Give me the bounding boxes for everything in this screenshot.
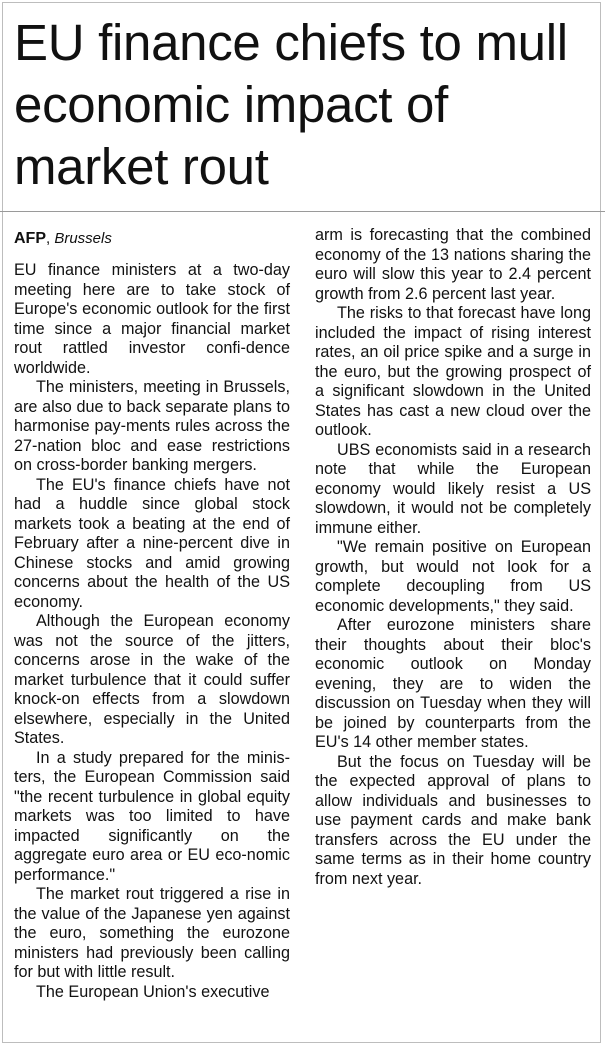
paragraph: EU finance ministers at a two-day meeting here are to take stock of Europe's economic outlook for the first time since a major financial market rout rattled investor confi-dence worldwide. — [14, 261, 290, 377]
headline: EU finance chiefs to mull economic impact of market rout — [14, 14, 568, 195]
paragraph: In a study prepared for the minis-ters, the European Commission said "the recent turbulence in global equity markets was too limited to have impacted significantly on the aggregate euro area or EU eco-nomic performance." — [14, 748, 290, 884]
paragraph-continued: arm is forecasting that the combined economy of the 13 nations sharing the euro will slow this year to 2.4 percent growth from 2.6 percent last year. — [315, 226, 591, 303]
article-column-left — [14, 228, 290, 1002]
paragraph: But the focus on Tuesday will be the expected approval of plans to allow individuals and businesses to use payment cards and make bank transfers across the EU under the same terms as in their home country from next year. — [315, 752, 591, 888]
paragraph: After eurozone ministers share their thoughts about their bloc's economic outlook on Monday evening, they are to widen the discussion on Tuesday when they will be joined by counterparts from the EU's 14 other member states. — [315, 616, 591, 751]
paragraph: The European Union's executive — [36, 982, 270, 1001]
agency-name: AFP — [14, 230, 46, 247]
article-column-right — [315, 226, 591, 889]
paragraph: UBS economists said in a research note that while the European economy would likely resist a US slowdown, it would not be completely immune either. — [315, 440, 591, 537]
paragraph: The risks to that forecast have long included the impact of rising interest rates, an oil price spike and a surge in the euro, but the growing prospect of a significant slowdown in the United States has cast a new cloud over the outlook. — [315, 304, 591, 439]
dateline-city: Brussels — [54, 230, 112, 247]
paragraph: The ministers, meeting in Brussels, are also due to back separate plans to harmonise pay-ments rules across the 27-nation bloc and ease restrictions on cross-border banking mergers. — [14, 378, 290, 474]
paragraph: The EU's finance chiefs have not had a huddle since global stock markets took a beating at the end of February after a nine-percent dive in Chinese stocks and amid growing concerns about the health of the US economy. — [14, 475, 290, 611]
dateline-separator: , — [46, 230, 55, 247]
paragraph: The market rout triggered a rise in the value of the Japanese yen against the euro, something the eurozone ministers had previously been calling for but with little result. — [14, 885, 290, 981]
paragraph: Although the European economy was not the source of the jitters, concerns arose in the wake of the market turbulence that it could suffer knock-on effects from a slowdown elsewhere, especially in the United States. — [14, 612, 290, 747]
paragraph: "We remain positive on European growth, but would not look for a complete decoupling from US economic developments," they said. — [315, 538, 591, 615]
headline-divider — [0, 211, 605, 212]
dateline — [14, 228, 290, 250]
